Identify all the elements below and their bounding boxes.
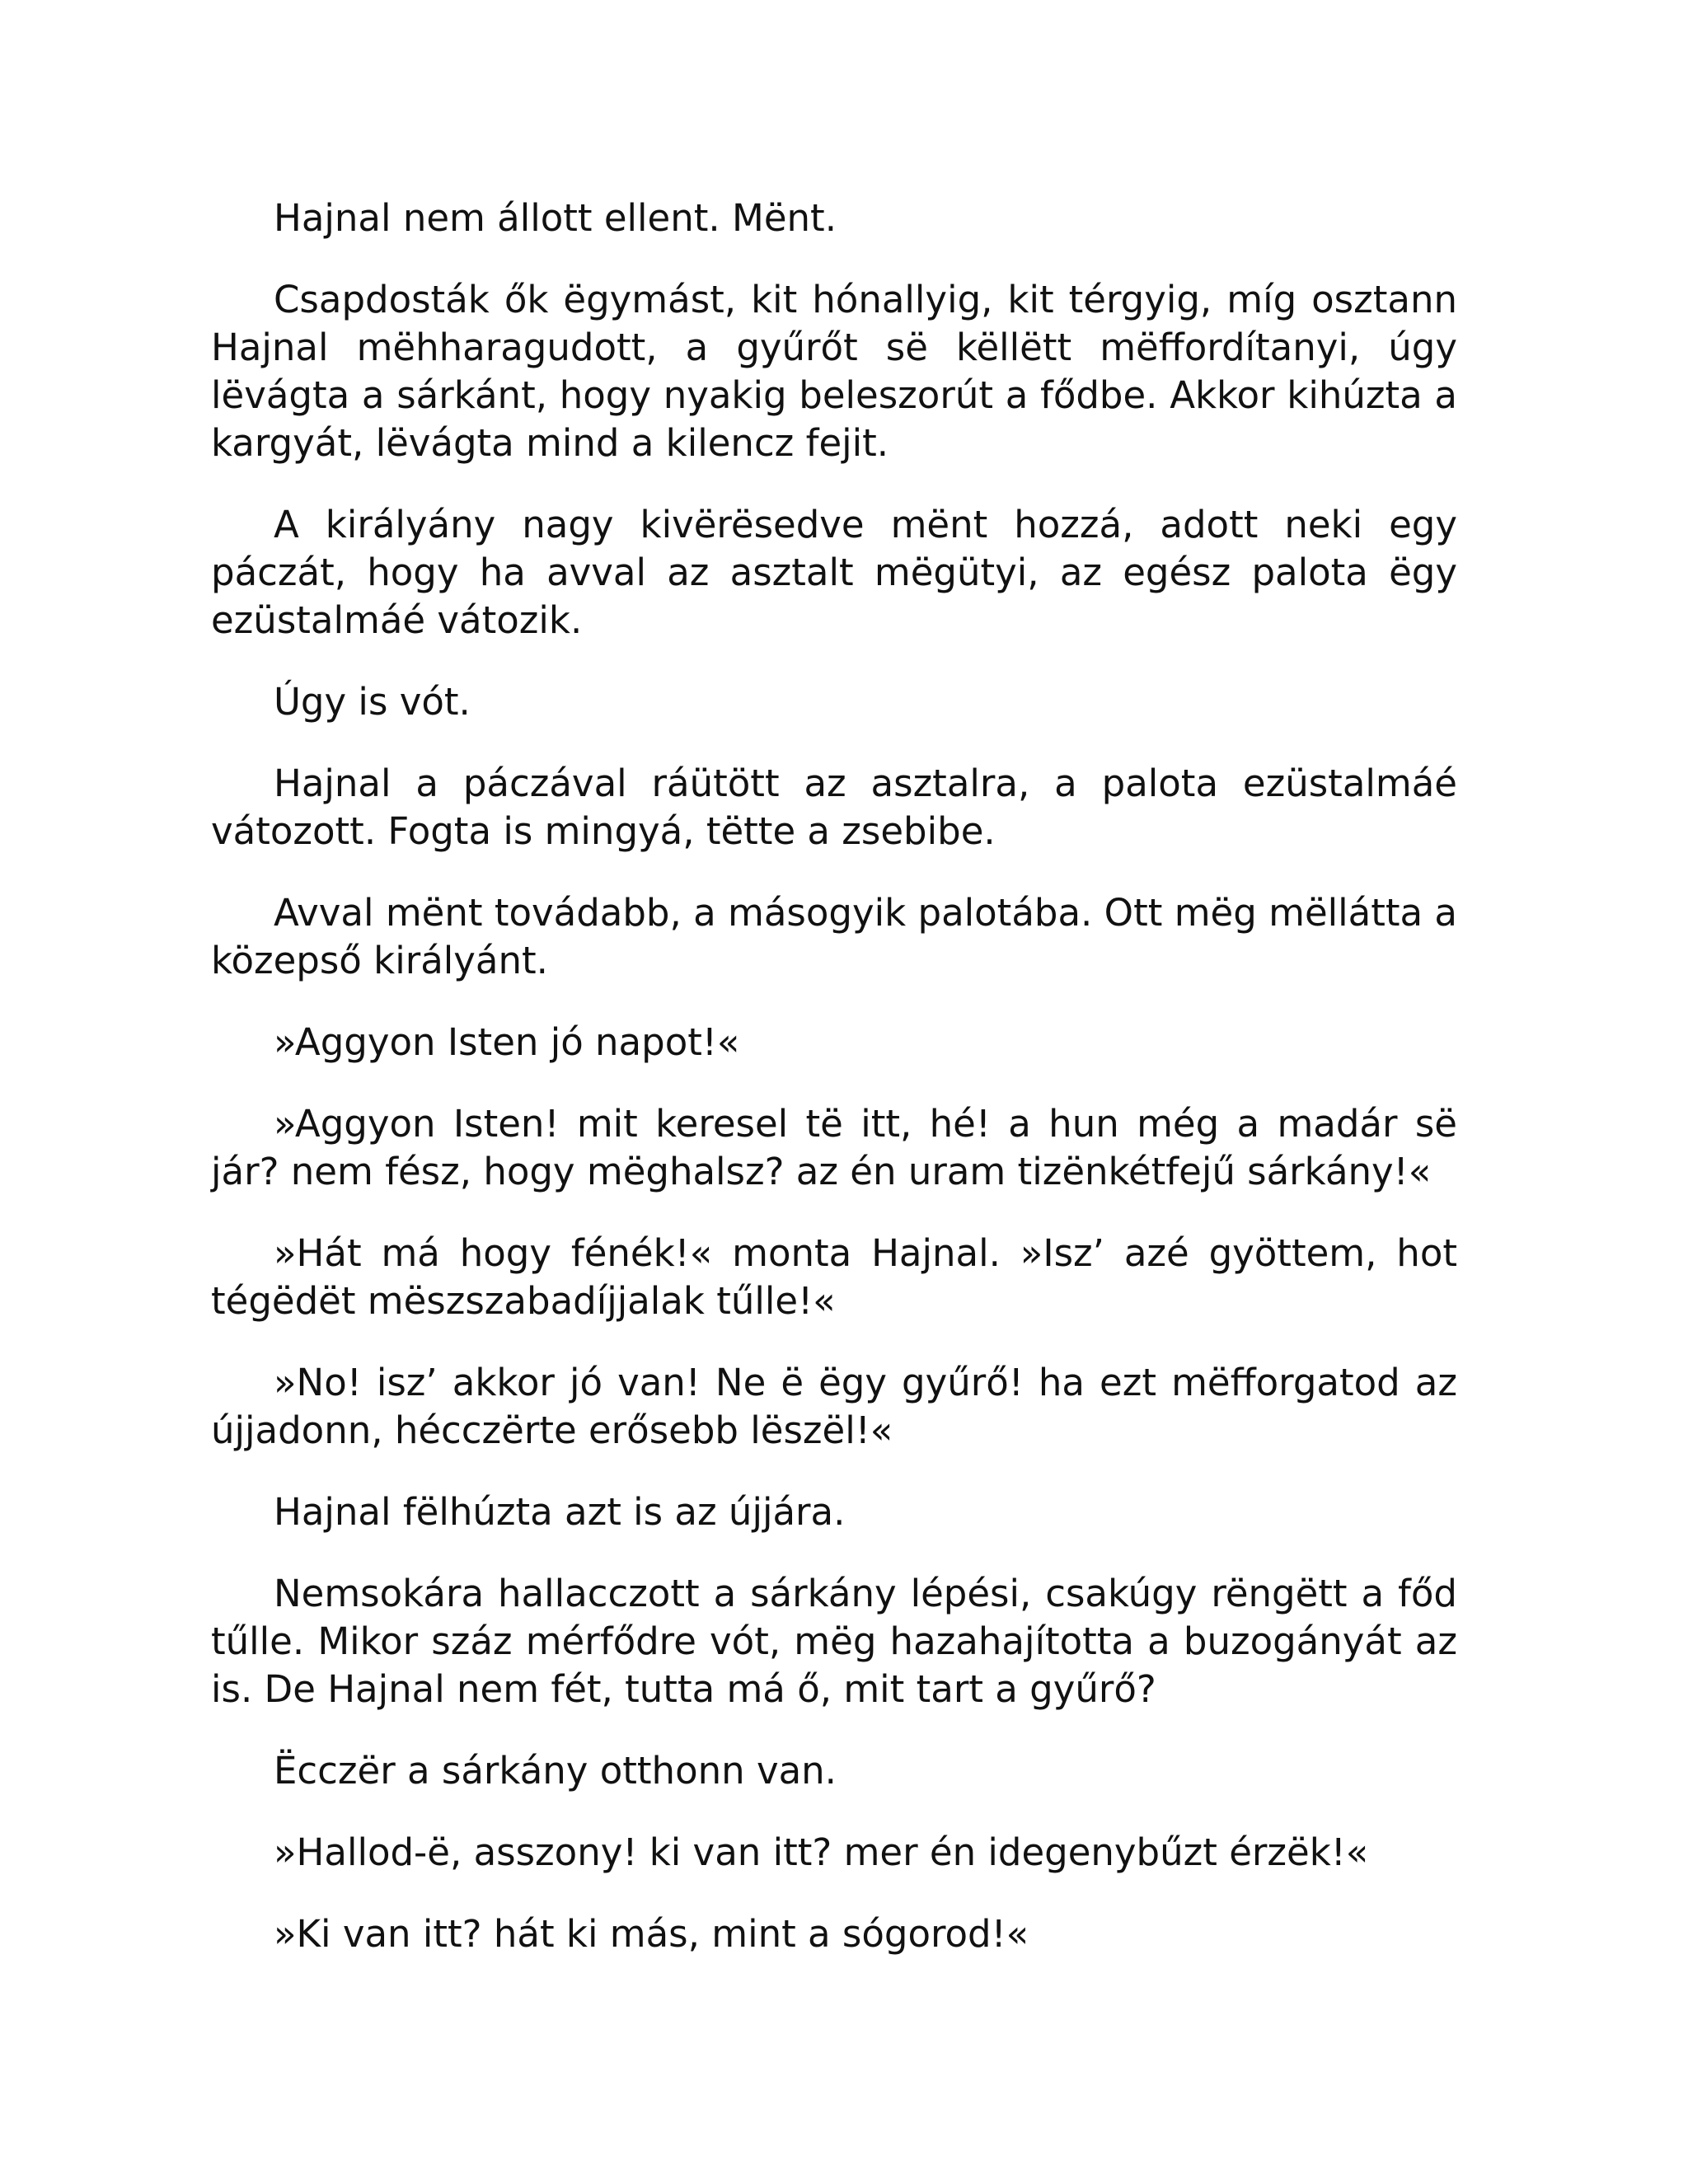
paragraph-15: »Ki van itt? hát ki más, mint a sógorod!« [274,1912,1029,1956]
paragraph-12: Nemsokára hallacczott a sárkány lépési, csakúgy rëngëtt a főd tűlle. Mikor száz mérfődre vót, mëg hazahajította a buzogányát az is. De Hajnal nem fét, tutta má ő, mit tart a gyűrő? [211,1572,1457,1711]
page-body [211,194,1457,1992]
paragraph-7: »Aggyon Isten jó napot!« [274,1020,740,1064]
paragraph-14: »Hallod-ë, asszony! ki van itt? mer én idegenybűzt érzëk!« [274,1830,1369,1874]
paragraph-13: Ëcczër a sárkány otthonn van. [274,1749,837,1793]
paragraph-9: »Hát má hogy fénék!« monta Hajnal. »Isz’ azé gyöttem, hot tégëdët mëszszabadíjjalak tűlle!« [211,1231,1457,1323]
paragraph-6: Avval mënt továdabb, a másogyik palotába. Ott mëg mëllátta a közepső királyánt. [211,891,1457,982]
paragraph-4: Úgy is vót. [274,680,471,724]
paragraph-1: Hajnal nem állott ellent. Mënt. [274,196,837,240]
paragraph-2: Csapdosták ők ëgymást, kit hónallyig, kit térgyig, míg osztann Hajnal mëhharagudott, a gyűrőt së këllëtt mëffordítanyi, úgy lëvágta a sárkánt, hogy nyakig beleszorút a fődbe. Akkor kihúzta a kargyát, lëvágta mind a kilencz fejit. [211,278,1457,465]
paragraph-10: »No! isz’ akkor jó van! Ne ë ëgy gyűrő! ha ezt mëfforgatod az újjadonn, hécczërte erősebb lëszël!« [211,1361,1457,1452]
paragraph-8: »Aggyon Isten! mit keresel të itt, hé! a hun még a madár së jár? nem fész, hogy mëghalsz? az én uram tizënkétfejű sárkány!« [211,1102,1457,1193]
paragraph-3: A királyány nagy kivërësedve mënt hozzá, adott neki egy páczát, hogy ha avval az asztalt mëgütyi, az egész palota ëgy ezüstalmáé vátozik. [211,503,1457,642]
paragraph-11: Hajnal fëlhúzta azt is az újjára. [274,1490,846,1534]
paragraph-5: Hajnal a páczával ráütött az asztalra, a palota ezüstalmáé vátozott. Fogta is mingyá, tëtte a zsebibe. [211,762,1457,853]
